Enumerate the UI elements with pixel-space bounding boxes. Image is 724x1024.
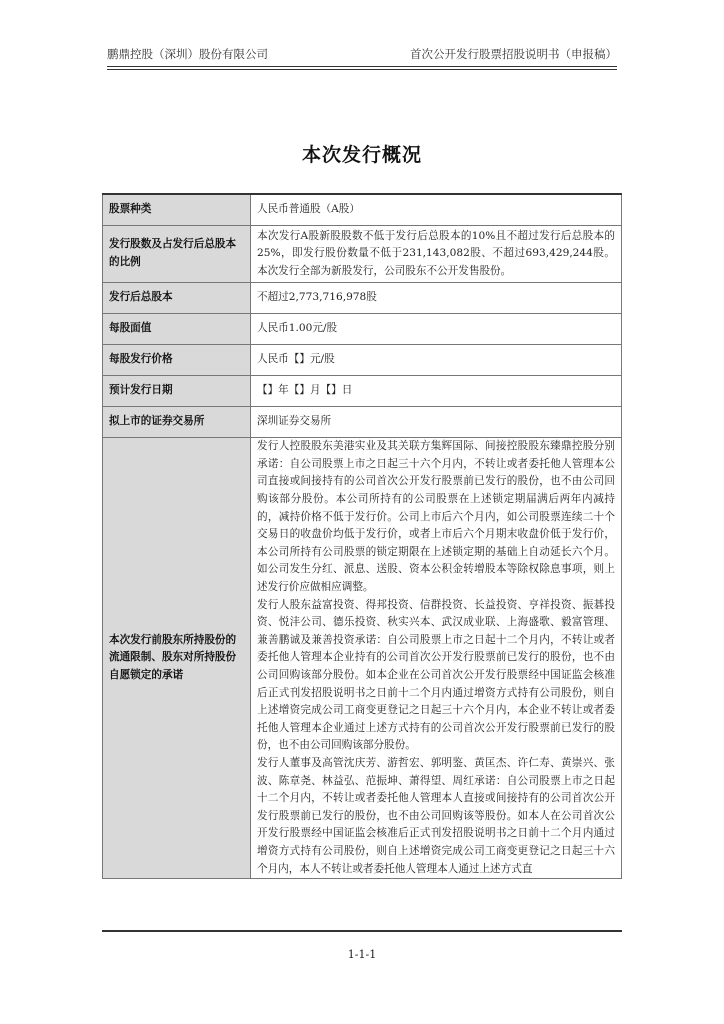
header-rule-thick — [107, 66, 617, 67]
table-row — [103, 314, 622, 345]
row-label: 拟上市的证券交易所 — [103, 407, 251, 438]
row-label: 本次发行前股东所持股份的流通限制、股东对所持股份自愿锁定的承诺 — [103, 438, 251, 879]
footer-rule — [102, 930, 622, 932]
row-label: 每股发行价格 — [103, 345, 251, 376]
lockup-paragraph: 发行人股东益富投资、得邦投资、信群投资、长益投资、亨祥投资、振碁投资、悦沣公司、德乐投资、秋实兴本、武汉成业联、上海盛歌、毅富管理、兼善鹏诚及兼善投资承诺：自公司股票上市之日起十二个月内，不转让或者委托他人管理本企业持有的公司首次公开发行股票前已发行的股份，也不由公司回购该部分股份。如本企业在公司首次公开发行股票经中国证监会核准后正式刊发招股说明书之日前十二个月内通过增资方式持有公司股份，则自上述增资完成公司工商变更登记之日起三十六个月内，本企业不转让或者委托他人管理本企业通过上述方式持有的公司首次公开发行股票前已发行的股份，也不由公司回购该部分股份。 — [257, 598, 615, 752]
row-value: 不超过2,773,716,978股 — [251, 283, 622, 314]
row-value: 人民币普通股（A股） — [251, 194, 622, 225]
offering-overview-table — [102, 193, 622, 879]
row-label: 发行后总股本 — [103, 283, 251, 314]
page-number: 1-1-1 — [347, 948, 377, 961]
table-row — [103, 345, 622, 376]
table-row — [103, 194, 622, 225]
row-value: 本次发行A股新股股数不低于发行后总股本的10%且不超过发行后总股本的25%，即发行股份数量不低于231,143,082股、不超过693,429,244股。本次发行全部为新股发行，公司股东不公开发售股份。 — [251, 225, 622, 283]
page-title: 本次发行概况 — [301, 144, 422, 166]
row-label: 股票种类 — [103, 194, 251, 225]
table-row — [103, 225, 622, 283]
row-value: 【】年【】月【】日 — [251, 376, 622, 407]
row-label: 预计发行日期 — [103, 376, 251, 407]
table-row — [103, 376, 622, 407]
page-header — [107, 46, 617, 68]
lockup-commitments — [251, 438, 622, 879]
row-value: 人民币1.00元/股 — [251, 314, 622, 345]
table-row — [103, 407, 622, 438]
table-row — [103, 438, 622, 879]
table-row — [103, 283, 622, 314]
lockup-paragraph: 发行人控股股东美港实业及其关联方集辉国际、间接控股股东臻鼎控股分别承诺：自公司股票上市之日起三十六个月内，不转让或者委托他人管理本公司直接或间接持有的公司首次公开发行股票前已发行的股份，也不由公司回购该部分股份。本公司所持有的公司股票在上述锁定期届满后两年内减持的，减持价格不低于发行价。公司上市后六个月内，如公司股票连续二十个交易日的收盘价均低于发行价，或者上市后六个月期末收盘价低于发行价，本公司所持有公司股票的锁定期限在上述锁定期的基础上自动延长六个月。如公司发生分红、派息、送股、资本公积金转增股本等除权除息事项，则上述发行价应做相应调整。 — [257, 440, 615, 594]
lockup-paragraph: 发行人董事及高管沈庆芳、游哲宏、郭明鉴、黄匡杰、许仁寿、黄崇兴、张波、陈章尧、林益弘、范振坤、萧得望、周红承诺：自公司股票上市之日起十二个月内，不转让或者委托他人管理本人直接或间接持有的公司首次公开发行股票前已发行的股份，也不由公司回购该等股份。如本人在公司首次公开发行股票经中国证监会核准后正式刊发招股说明书之日前十二个月内通过增资方式持有公司股份，则自上述增资完成公司工商变更登记之日起三十六个月内，本人不转让或者委托他人管理本人通过上述方式直 — [257, 756, 615, 875]
row-value: 深圳证券交易所 — [251, 407, 622, 438]
row-label: 每股面值 — [103, 314, 251, 345]
row-value: 人民币【】元/股 — [251, 345, 622, 376]
header-company: 鹏鼎控股（深圳）股份有限公司 — [107, 47, 268, 61]
header-doc-title: 首次公开发行股票招股说明书（申报稿） — [410, 47, 617, 61]
row-label: 发行股数及占发行后总股本的比例 — [103, 225, 251, 283]
header-rule-thin — [107, 69, 617, 70]
